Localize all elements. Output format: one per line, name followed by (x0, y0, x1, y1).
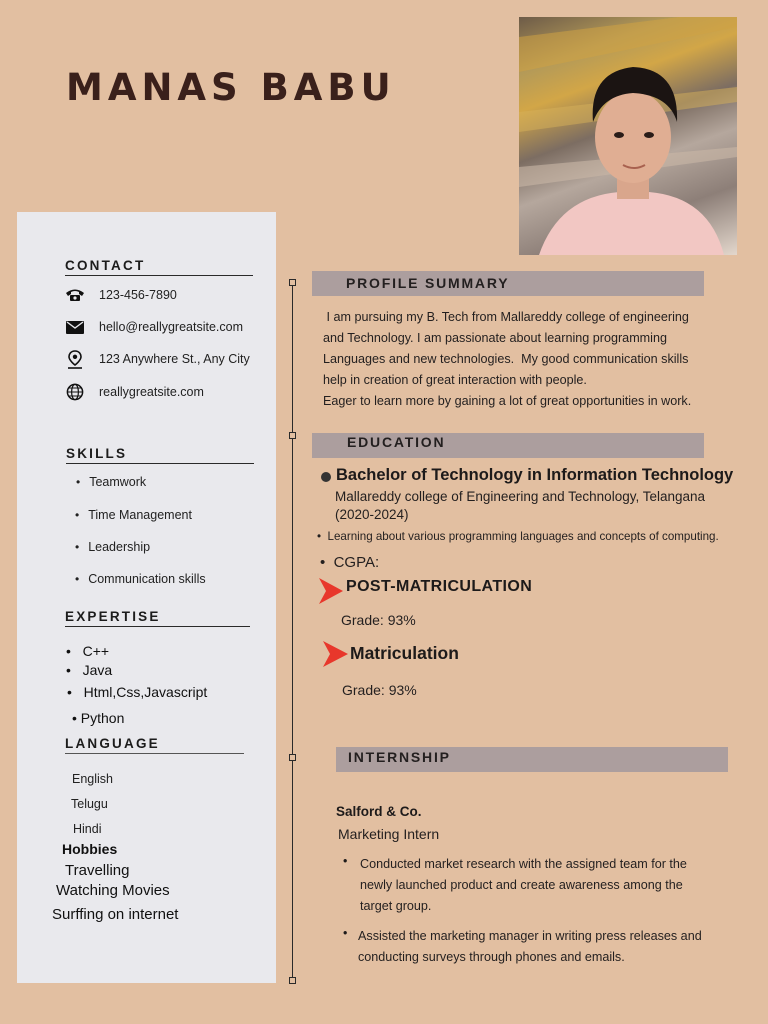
cgpa: • CGPA: (320, 554, 380, 571)
post-matric-grade: Grade: 93% (341, 612, 416, 628)
expertise-label: Python (80, 710, 125, 726)
education-note-text: Learning about various programming languages and concepts of computing. (327, 530, 719, 543)
phone-icon (65, 286, 85, 304)
language-item: Telugu (71, 797, 108, 811)
cgpa-label: CGPA: (333, 554, 380, 571)
profile-summary-bar (312, 271, 704, 296)
contact-website (65, 383, 204, 401)
arrow-right-icon (319, 578, 343, 604)
profile-summary-heading: PROFILE SUMMARY (346, 275, 510, 291)
timeline-marker (289, 977, 296, 984)
company-name: Salford & Co. (336, 804, 422, 819)
hobby-item: Travelling (65, 862, 130, 879)
phone-text[interactable]: 123-456-7890 (99, 288, 177, 302)
expertise-item: • C++ (66, 643, 110, 659)
skill-item: • Communication skills (75, 572, 206, 586)
hobby-item: Surffing on internet (52, 906, 179, 923)
language-item: English (72, 772, 113, 786)
expertise-heading: EXPERTISE (65, 609, 250, 627)
expertise-label: Java (82, 662, 113, 678)
profile-line: and Technology. I am passionate about learning programming (323, 331, 667, 345)
email-link[interactable]: hello@reallygreatsite.com (99, 320, 244, 334)
internship-line: conducting surveys through phones and emails. (358, 950, 625, 964)
skill-item: • Time Management (75, 508, 192, 522)
profile-photo (519, 17, 737, 255)
location-icon (65, 350, 85, 368)
college-name: Mallareddy college of Engineering and Technology, Telangana (335, 489, 706, 504)
expertise-label: Html,Css,Javascript (83, 684, 208, 700)
page-title: MANAS BABU (66, 66, 396, 109)
contact-phone (65, 286, 177, 304)
profile-line: help in creation of great interaction with people. (323, 373, 587, 387)
skills-heading: SKILLS (66, 446, 254, 464)
expertise-label: C++ (82, 643, 110, 659)
expertise-item: • Html,Css,Javascript (67, 684, 208, 700)
profile-line: Eager to learn more by gaining a lot of great opportunities in work. (323, 394, 692, 408)
internship-line: newly launched product and create awareness among the (360, 878, 683, 892)
timeline-line (292, 282, 293, 981)
profile-summary-text (323, 307, 691, 412)
timeline-marker (289, 432, 296, 439)
address-text: 123 Anywhere St., Any City (99, 352, 250, 366)
internship-line: Assisted the marketing manager in writing press releases and (358, 929, 702, 943)
bullet-icon: • (343, 854, 348, 868)
education-bar (312, 433, 704, 458)
expertise-item: • Python (72, 710, 125, 726)
degree-bullet-icon (321, 472, 331, 482)
contact-email (65, 318, 243, 336)
post-matric-title: POST-MATRICULATION (346, 578, 533, 595)
internship-line: Conducted market research with the assigned team for the (360, 857, 687, 871)
internship-heading: INTERNSHIP (348, 749, 451, 765)
profile-line: Languages and new technologies. My good communication skills (323, 352, 689, 366)
profile-line: I am pursuing my B. Tech from Mallareddy college of engineering (323, 310, 689, 324)
timeline-marker (289, 279, 296, 286)
education-years: (2020-2024) (335, 507, 409, 522)
internship-line: target group. (360, 899, 432, 913)
mail-icon (65, 318, 85, 336)
skill-item: • Leadership (75, 540, 150, 554)
bullet-icon: • (343, 926, 348, 940)
internship-point (343, 854, 687, 917)
internship-bar (336, 747, 728, 772)
timeline-marker (289, 754, 296, 761)
contact-address (65, 350, 250, 368)
website-link[interactable]: reallygreatsite.com (99, 385, 204, 399)
skill-item: • Teamwork (76, 475, 146, 489)
education-heading: EDUCATION (347, 434, 446, 450)
contact-heading: CONTACT (65, 258, 253, 276)
job-role: Marketing Intern (338, 826, 440, 842)
hobbies-heading: Hobbies (62, 841, 118, 857)
language-item: Hindi (73, 822, 102, 836)
matric-grade: Grade: 93% (342, 682, 417, 698)
globe-icon (65, 383, 85, 401)
degree-title: Bachelor of Technology in Information Technology (336, 466, 734, 484)
arrow-right-icon (323, 641, 348, 667)
language-heading: LANGUAGE (65, 736, 244, 754)
matric-title: Matriculation (350, 643, 459, 663)
hobby-item: Watching Movies (56, 882, 170, 899)
education-note: • Learning about various programming languages and concepts of computing. (317, 530, 719, 543)
expertise-item: • Java (66, 662, 113, 678)
internship-point (343, 926, 702, 968)
